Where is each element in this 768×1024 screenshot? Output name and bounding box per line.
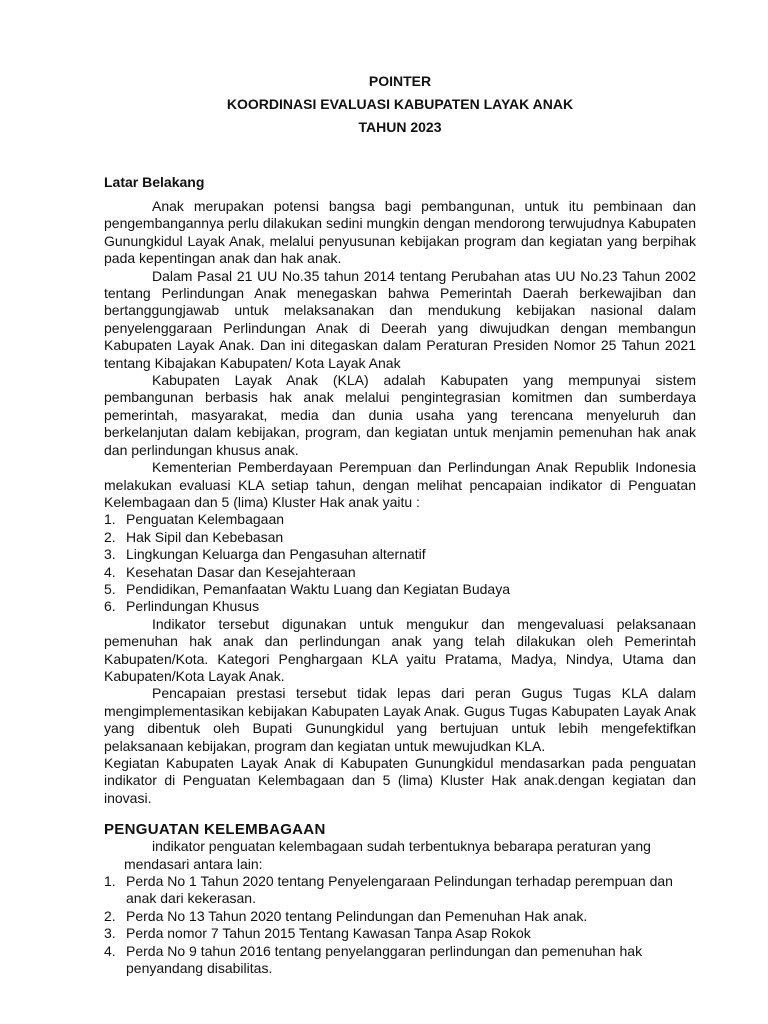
penguatan-intro-line-2: mendasari antara lain: <box>124 855 263 872</box>
list-item: 4. Perda No 9 tahun 2016 tentang penyelanggaran perlindungan dan pemenuhan hak penyandang disabilitas. <box>104 942 643 977</box>
paragraph-1: Anak merupakan potensi bangsa bagi pembangunan, untuk itu pembinaan dan pengembangannya perlu dilakukan sedini mungkin dengan mendorong terwujudnya Kabupaten Gunungkidul Layak Anak, melalui penyusunan kebijakan program dan kegiatan yang berpihak pada kepentingan anak dan hak anak. <box>104 198 696 267</box>
list-item: 6. Perlindungan Khusus <box>104 598 260 615</box>
list-item: 3. Perda nomor 7 Tahun 2015 Tentang Kawasan Tanpa Asap Rokok <box>104 925 531 942</box>
paragraph-4: Kementerian Pemberdayaan Perempuan dan Perlindungan Anak Republik Indonesia melakukan evaluasi KLA setiap tahun, dengan melihat pencapaian indikator di Penguatan Kelembagaan dan 5 (lima) Kluster Hak anak yaitu : <box>104 459 696 510</box>
list-item: 1. Penguatan Kelembagaan <box>104 511 285 528</box>
section-heading-penguatan-kelembagaan: PENGUATAN KELEMBAGAAN <box>104 821 326 839</box>
title-line-year: TAHUN 2023 <box>358 119 442 135</box>
list-item: 3. Lingkungan Keluarga dan Pengasuhan alternatif <box>104 546 426 563</box>
paragraph-7: Kegiatan Kabupaten Layak Anak di Kabupaten Gunungkidul mendasarkan pada penguatan indikator di Penguatan Kelembagaan dan 5 (lima) Kluster Hak anak.dengan kegiatan dan inovasi. <box>104 755 696 806</box>
penguatan-intro-line-1: indikator penguatan kelembagaan sudah terbentuknya bebarapa peraturan yang <box>152 838 651 855</box>
title-line-koordinasi: KOORDINASI EVALUASI KABUPATEN LAYAK ANAK <box>226 96 574 112</box>
paragraph-6: Pencapaian prestasi tersebut tidak lepas dari peran Gugus Tugas KLA dalam mengimplementasikan kebijakan Kabupaten Layak Anak. Gugus Tugas Kabupaten Layak Anak yang dibentuk oleh Bupati Gunungkidul yang bertujuan untuk lebih mengefektifkan pelaksanaan kebijakan, program dan kegiatan untuk mewujudkan KLA. <box>104 685 696 754</box>
list-item: 1. Perda No 1 Tahun 2020 tentang Penyelengaraan Pelindungan terhadap perempuan dan anak dari kekerasan. <box>104 873 673 907</box>
cluster-list <box>104 511 696 615</box>
paragraph-5: Indikator tersebut digunakan untuk mengukur dan mengevaluasi pelaksanaan pemenuhan hak anak dan perlindungan anak yang telah dilakukan oleh Pemerintah Kabupaten/Kota. Kategori Penghargaan KLA yaitu Pratama, Madya, Nindya, Utama dan Kabupaten/Kota Layak Anak. <box>104 615 696 684</box>
regulation-list <box>104 873 696 977</box>
paragraph-2: Dalam Pasal 21 UU No.35 tahun 2014 tentang Perubahan atas UU No.23 Tahun 2002 tentang Perlindungan Anak menegaskan bahwa Pemerintah Daerah berkewajiban dan bertanggungjawab untuk melaksanakan dan mendukung kebijakan nasional dalam penyelenggaraan Perlindungan Anak di Deerah yang diwujudkan dengan membangun Kabupaten Layak Anak. Dan ini ditegaskan dalam Peraturan Presiden Nomor 25 Tahun 2021 tentang Kibajakan Kabupaten/ Kota Layak Anak <box>104 267 696 371</box>
document-title <box>104 70 696 139</box>
list-item: 4. Kesehatan Dasar dan Kesejahteraan <box>104 563 356 580</box>
list-item: 5. Pendidikan, Pemanfaatan Waktu Luang dan Kegiatan Budaya <box>104 580 510 597</box>
title-line-pointer: POINTER <box>368 73 432 89</box>
list-item: 2. Perda No 13 Tahun 2020 tentang Pelindungan dan Pemenuhan Hak anak. <box>104 907 588 924</box>
paragraph-3: Kabupaten Layak Anak (KLA) adalah Kabupaten yang mempunyai sistem pembangunan berbasis hak anak melalui pengintegrasian komitmen dan sumberdaya pemerintah, masyarakat, media dan dunia usaha yang terencana menyeluruh dan berkelanjutan dalam kebijakan, program, dan kegiatan untuk menjamin pemenuhan hak anak dan perlindungan khusus anak. <box>104 372 696 458</box>
section-heading-latar-belakang: Latar Belakang <box>104 174 205 190</box>
list-item: 2. Hak Sipil dan Kebebasan <box>104 528 284 545</box>
